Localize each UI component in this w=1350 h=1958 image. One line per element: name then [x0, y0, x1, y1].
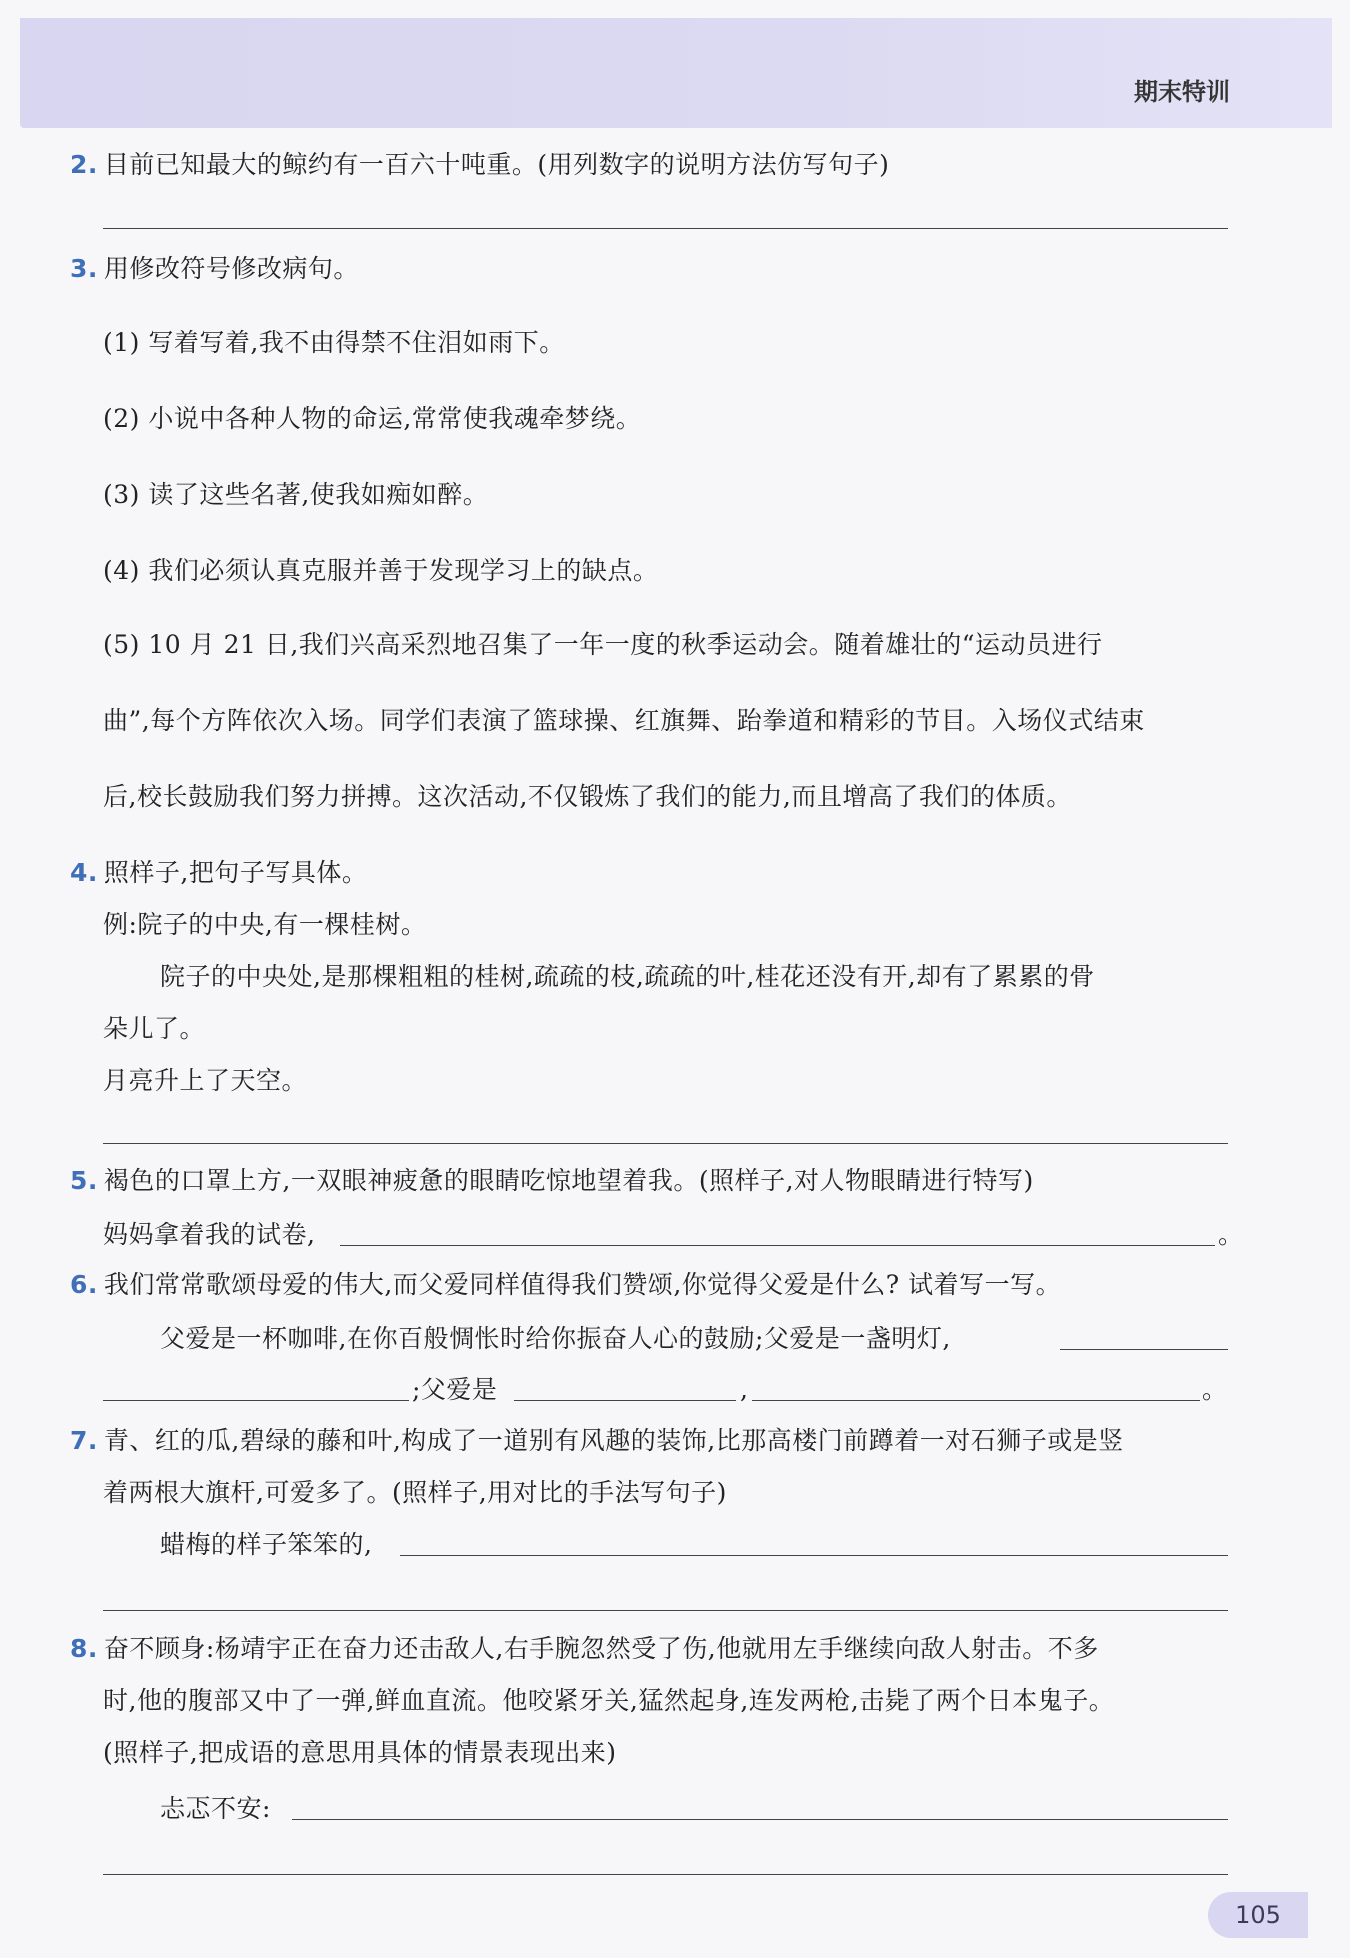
question-number: 5. [70, 1166, 98, 1195]
question-number: 8. [70, 1634, 98, 1663]
question-5-end-mark: 。 [1218, 1220, 1244, 1249]
question-6-end-mark: 。 [1202, 1375, 1228, 1404]
question-number: 6. [70, 1270, 98, 1299]
question-3 [70, 252, 359, 286]
question-3-item-2: (2) 小说中各种人物的命运,常常使我魂牵梦绕。 [103, 404, 642, 433]
question-5-prompt: 妈妈拿着我的试卷, [103, 1220, 316, 1249]
answer-line[interactable] [340, 1245, 1215, 1246]
answer-line[interactable] [103, 1874, 1228, 1875]
page-header-title: 期末特训 [1134, 78, 1230, 106]
question-5 [70, 1164, 1034, 1198]
answer-line[interactable] [103, 1400, 409, 1401]
question-3-item-5-line-1: (5) 10 月 21 日,我们兴高采烈地召集了一年一度的秋季运动会。随着雄壮的“运动员进行 [103, 630, 1103, 659]
example-answer-line-2: 朵儿了。 [103, 1014, 206, 1043]
answer-line[interactable] [1060, 1349, 1228, 1350]
question-text: 褐色的口罩上方,一双眼神疲惫的眼睛吃惊地望着我。(照样子,对人物眼睛进行特写) [103, 1166, 1034, 1195]
question-4-prompt: 月亮升上了天空。 [103, 1066, 308, 1095]
question-3-item-5-line-3: 后,校长鼓励我们努力拼搏。这次活动,不仅锻炼了我们的能力,而且增高了我们的体质。 [103, 782, 1072, 811]
example-answer-line-1: 院子的中央处,是那棵粗粗的桂树,疏疏的枝,疏疏的叶,桂花还没有开,却有了累累的骨 [160, 962, 1095, 991]
question-text: 目前已知最大的鲸约有一百六十吨重。(用列数字的说明方法仿写句子) [103, 150, 890, 179]
question-7-prompt: 蜡梅的样子笨笨的, [160, 1530, 373, 1559]
example-sentence: 例:院子的中央,有一棵桂树。 [103, 910, 427, 939]
question-number: 3. [70, 254, 98, 283]
question-7 [70, 1424, 1124, 1458]
page-number: 105 [1208, 1892, 1308, 1938]
answer-line[interactable] [103, 1143, 1228, 1144]
question-6-line-1: 父爱是一杯咖啡,在你百般惆怅时给你振奋人心的鼓励;父爱是一盏明灯, [160, 1324, 951, 1353]
question-6-mid-1: ;父爱是 [412, 1375, 498, 1404]
question-6-mid-2: , [740, 1375, 749, 1404]
answer-line[interactable] [292, 1819, 1228, 1820]
question-4 [70, 856, 367, 890]
question-8-line-3: (照样子,把成语的意思用具体的情景表现出来) [103, 1738, 617, 1767]
question-2 [70, 148, 889, 182]
question-8-prompt: 忐忑不安: [160, 1794, 271, 1823]
question-text: 我们常常歌颂母爱的伟大,而父爱同样值得我们赞颂,你觉得父爱是什么? 试着写一写。 [103, 1270, 1062, 1299]
question-6 [70, 1268, 1061, 1302]
question-7-line-2: 着两根大旗杆,可爱多了。(照样子,用对比的手法写句子) [103, 1478, 727, 1507]
question-text: 用修改符号修改病句。 [103, 254, 359, 283]
answer-line[interactable] [514, 1400, 736, 1401]
question-text: 青、红的瓜,碧绿的藤和叶,构成了一道别有风趣的装饰,比那高楼门前蹲着一对石狮子或是竖 [103, 1426, 1124, 1455]
answer-line[interactable] [400, 1555, 1228, 1556]
question-8-line-2: 时,他的腹部又中了一弹,鲜血直流。他咬紧牙关,猛然起身,连发两枪,击毙了两个日本鬼子。 [103, 1686, 1115, 1715]
question-number: 4. [70, 858, 98, 887]
question-text: 奋不顾身:杨靖宇正在奋力还击敌人,右手腕忽然受了伤,他就用左手继续向敌人射击。不多 [103, 1634, 1099, 1663]
answer-line[interactable] [752, 1400, 1200, 1401]
question-number: 2. [70, 150, 98, 179]
answer-line[interactable] [103, 228, 1228, 229]
question-3-item-4: (4) 我们必须认真克服并善于发现学习上的缺点。 [103, 556, 659, 585]
question-number: 7. [70, 1426, 98, 1455]
question-3-item-3: (3) 读了这些名著,使我如痴如醉。 [103, 480, 489, 509]
question-3-item-1: (1) 写着写着,我不由得禁不住泪如雨下。 [103, 328, 565, 357]
answer-line[interactable] [103, 1610, 1228, 1611]
question-text: 照样子,把句子写具体。 [103, 858, 368, 887]
question-3-item-5-line-2: 曲”,每个方阵依次入场。同学们表演了篮球操、红旗舞、跆拳道和精彩的节目。入场仪式结束 [103, 706, 1145, 735]
question-8 [70, 1632, 1099, 1666]
